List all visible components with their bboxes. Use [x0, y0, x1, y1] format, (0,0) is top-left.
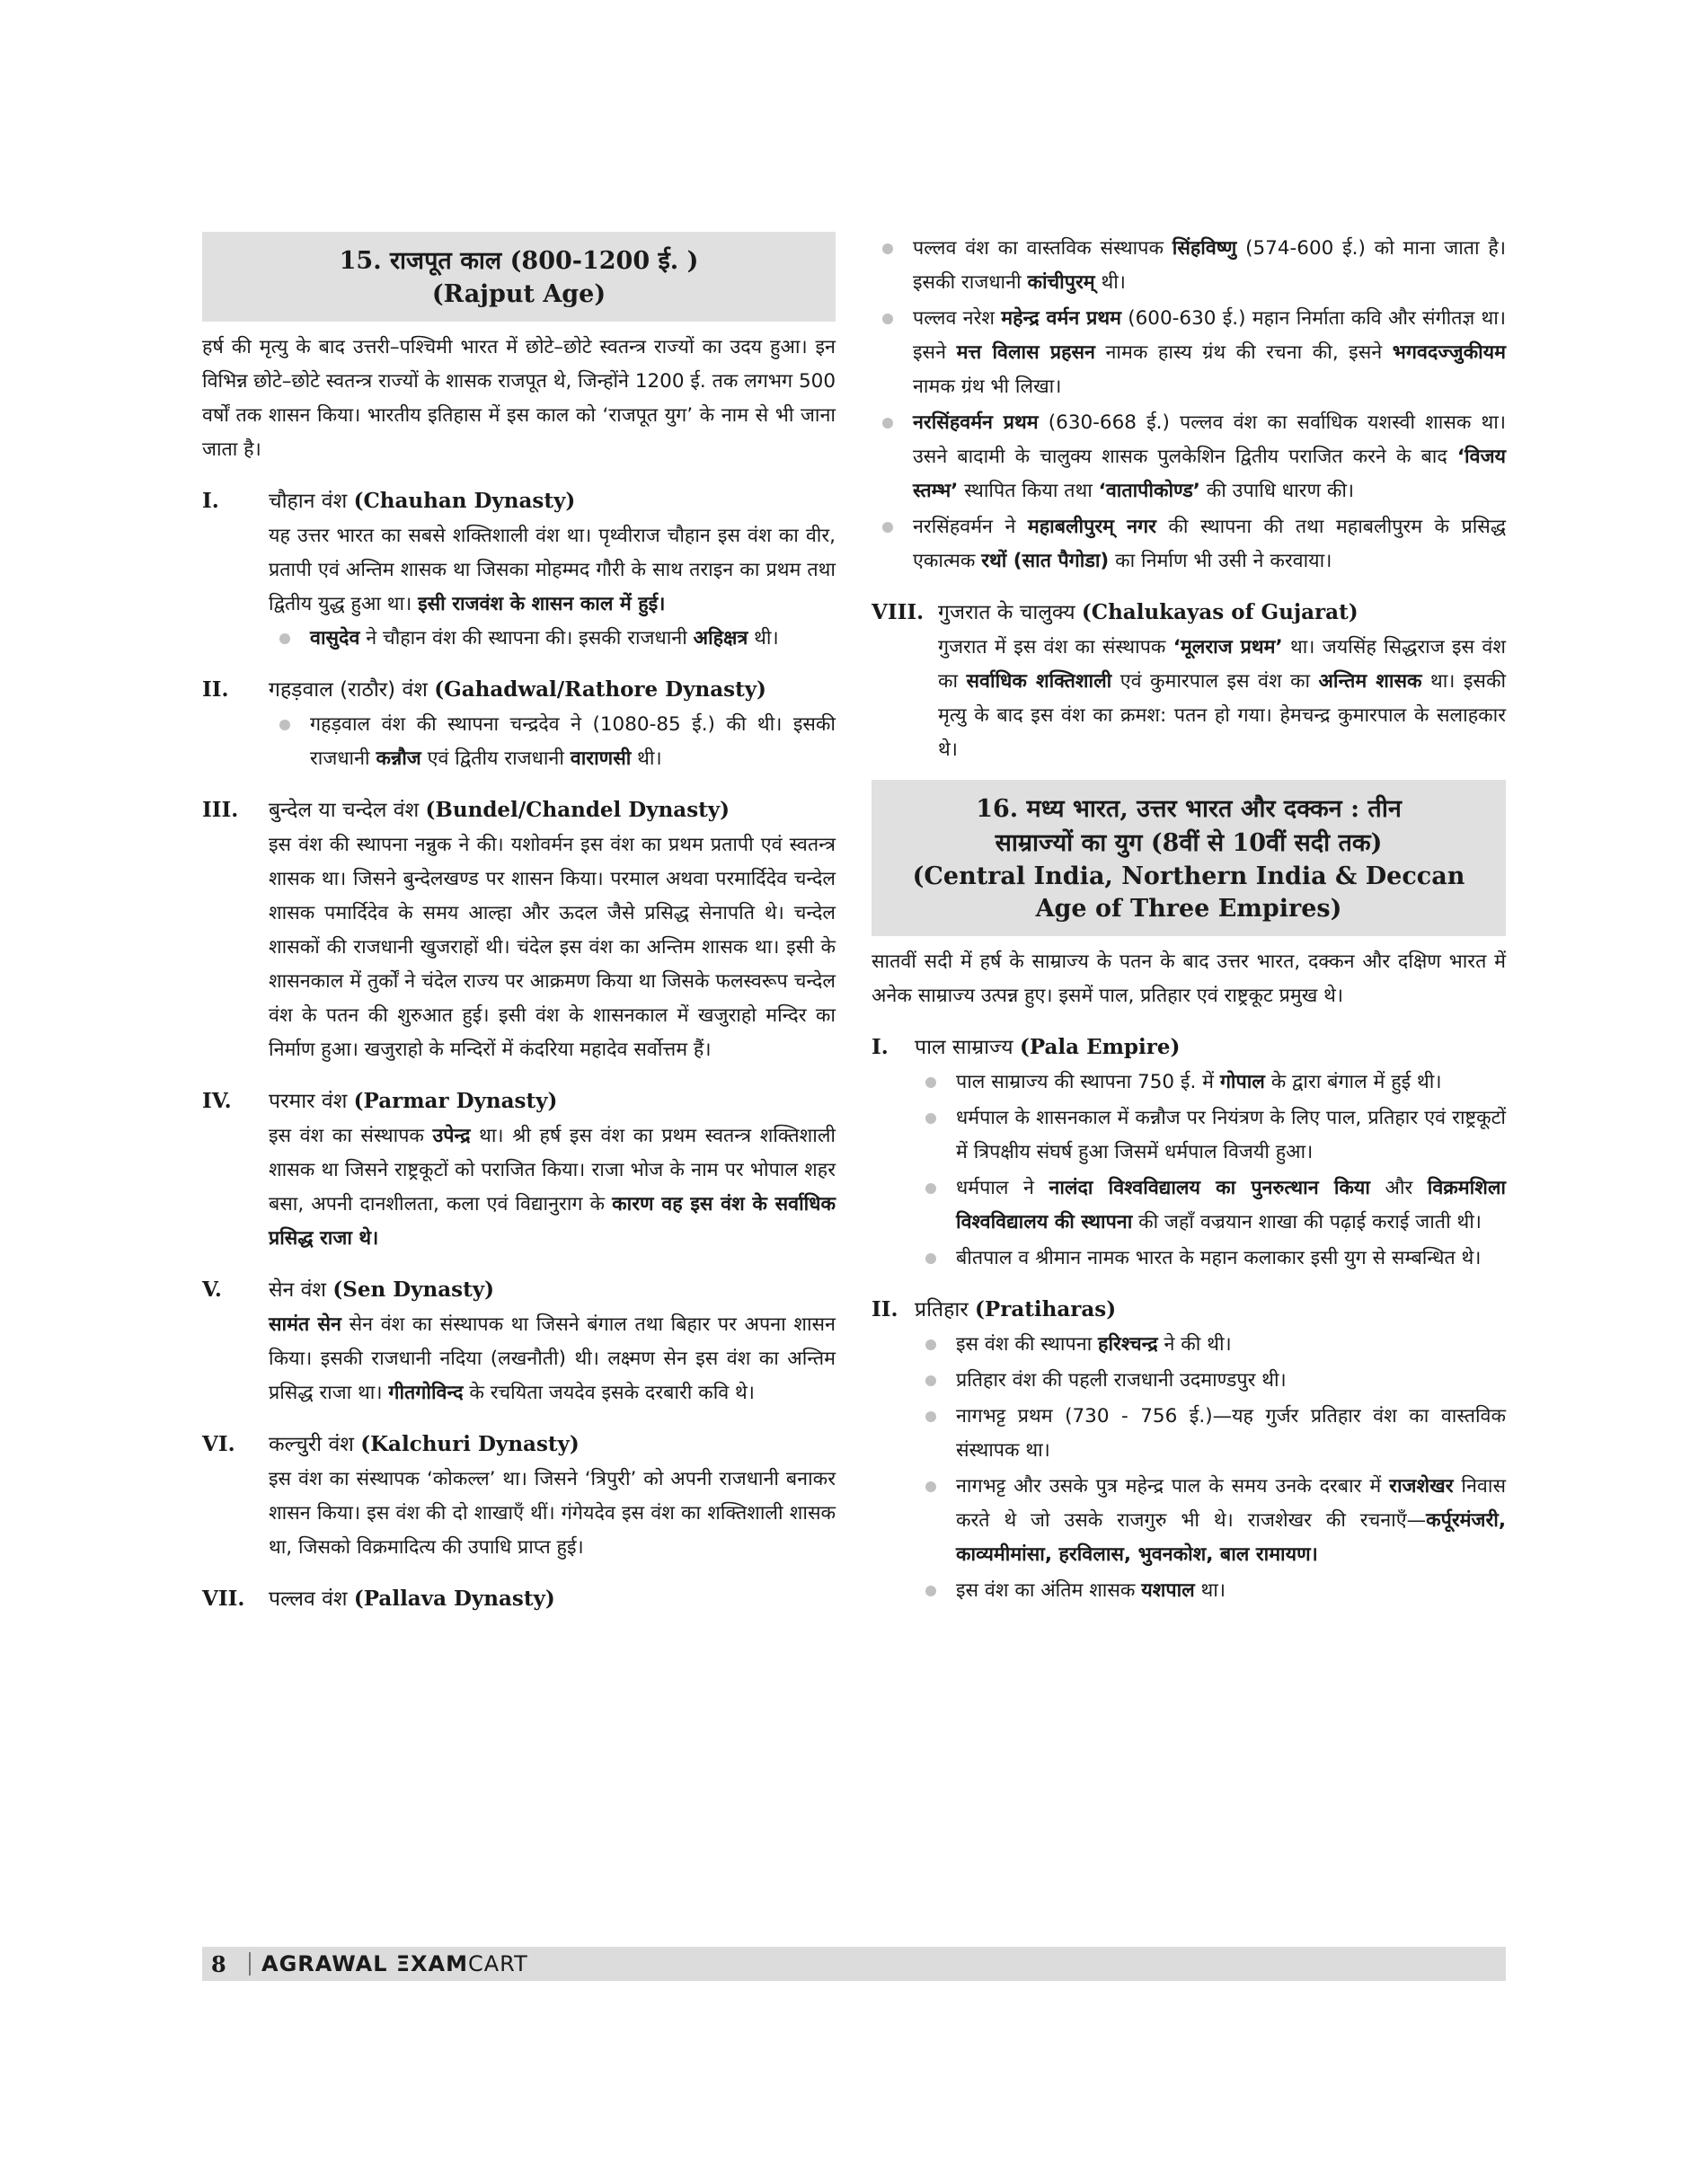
section-kalchuri — [202, 1427, 836, 1565]
section-chandel — [202, 792, 836, 1067]
section-number: II. — [202, 677, 229, 702]
section-name: पाल साम्राज्य — [915, 1036, 1013, 1059]
section-name: गुजरात के चालुक्य — [938, 601, 1075, 624]
left-column — [202, 232, 836, 1617]
section-pallava — [202, 1581, 836, 1617]
section-name: चौहान वंश — [269, 490, 348, 513]
section-name-en: (Bundel/Chandel Dynasty) — [425, 798, 730, 822]
section-name-en: (Chalukayas of Gujarat) — [1081, 600, 1358, 624]
section-number: VIII. — [872, 600, 925, 624]
list-item: गहड़वाल वंश की स्थापना चन्द्रदेव ने (1080-85 ई.) की थी। इसकी राजधानी कन्नौज एवं द्वितीय राजधानी वाराणसी थी। — [269, 708, 836, 776]
list-item: धर्मपाल ने नालंदा विश्वविद्यालय का पुनरुत्थान किया और विक्रमशिला विश्वविद्यालय की स्थापना की जहाँ वज्रयान शाखा की पढ़ाई कराई जाती थी। — [915, 1171, 1506, 1240]
list-item: नरसिंहवर्मन ने महाबलीपुरम् नगर की स्थापना की तथा महाबलीपुरम के प्रसिद्ध एकात्मक रथों (सात पैगोडा) का निर्माण भी उसी ने करवाया। — [872, 510, 1506, 579]
chapter-16-title-line2: साम्राज्यों का युग (8वीं से 10वीं सदी तक) — [995, 829, 1383, 857]
list-item: धर्मपाल के शासनकाल में कन्नौज पर नियंत्रण के लिए पाल, प्रतिहार एवं राष्ट्रकूटों में त्रिपक्षीय संघर्ष हुआ जिसमें धर्मपाल विजयी हुआ। — [915, 1101, 1506, 1170]
list-item: पाल साम्राज्य की स्थापना 750 ई. में गोपाल के द्वारा बंगाल में हुई थी। — [915, 1065, 1506, 1100]
section-number: VII. — [202, 1587, 245, 1611]
chapter-16-subtitle-line1: (Central India, Northern India & Deccan — [912, 862, 1465, 890]
three-empires-intro: सातवीं सदी में हर्ष के साम्राज्य के पतन के बाद उत्तर भारत, दक्कन और दक्षिण भारत में अनेक साम्राज्य उत्पन्न हुए। इसमें पाल, प्रतिहार एवं राष्ट्रकूट प्रमुख थे। — [872, 950, 1506, 1007]
section-name-en: (Pratiharas) — [975, 1297, 1117, 1322]
section-name-en: (Parmar Dynasty) — [353, 1089, 558, 1113]
pallava-bullets — [872, 232, 1506, 579]
chapter-15-title: 15. राजपूत काल (800-1200 ई. ) — [339, 247, 699, 275]
section-pala — [872, 1030, 1506, 1276]
section-text: यह उत्तर भारत का सबसे शक्तिशाली वंश था। पृथ्वीराज चौहान इस वंश का वीर, प्रतापी एवं अन्तिम शासक था जिसका मोहम्मद गौरी के साथ तराइन का प्रथम तथा द्वितीय युद्ध हुआ था। इसी राजवंश के शासन काल में हुई। — [269, 525, 836, 615]
list-item: प्रतिहार वंश की पहली राजधानी उदमाण्डपुर थी। — [915, 1364, 1506, 1398]
list-item: नरसिंहवर्मन प्रथम (630-668 ई.) पल्लव वंश का सर्वाधिक यशस्वी शासक था। उसने बादामी के चालुक्य शासक पुलकेशिन द्वितीय पराजित करने के बाद ‘विजय स्तम्भ’ स्थापित किया तथा ‘वातापीकोण्ड’ की उपाधि धारण की। — [872, 406, 1506, 508]
list-item: इस वंश का अंतिम शासक यशपाल था। — [915, 1574, 1506, 1608]
section-number: V. — [202, 1277, 222, 1302]
list-item: नागभट्ट प्रथम (730 - 756 ई.)—यह गुर्जर प्रतिहार वंश का वास्तविक संस्थापक था। — [915, 1400, 1506, 1468]
page-number: 8 — [211, 1950, 226, 1977]
section-number: I. — [872, 1035, 889, 1059]
section-pratihara — [872, 1292, 1506, 1608]
publisher-logo: AGRAWAL ΞXAMCART — [261, 1951, 528, 1976]
section-name: बुन्देल या चन्देल वंश — [269, 799, 420, 822]
section-name: कल्चुरी वंश — [269, 1433, 354, 1456]
section-text: सामंत सेन सेन वंश का संस्थापक था जिसने बंगाल तथा बिहार पर अपना शासन किया। इसकी राजधानी नदिया (लखनौती) थी। लक्ष्मण सेन इस वंश का अन्तिम प्रसिद्ध राजा था। गीतगोविन्द के रचयिता जयदेव इसके दरबारी कवि थे। — [269, 1313, 836, 1404]
list-item: इस वंश की स्थापना हरिश्चन्द्र ने की थी। — [915, 1328, 1506, 1362]
chapter-15-header — [202, 232, 836, 322]
rajput-intro: हर्ष की मृत्यु के बाद उत्तरी–पश्चिमी भारत में छोटे–छोटे स्वतन्त्र राज्यों का उदय हुआ। इन विभिन्न छोटे–छोटे स्वतन्त्र राज्यों के शासक राजपूत थे, जिन्होंने 1200 ई. तक लगभग 500 वर्षों तक शासन किया। भारतीय इतिहास में इस काल को ‘राजपूत युग’ के नाम से भी जाना जाता है। — [202, 336, 836, 461]
list-item: पल्लव नरेश महेन्द्र वर्मन प्रथम (600-630 ई.) महान निर्माता कवि और संगीतज्ञ था। इसने मत्त विलास प्रहसन नामक हास्य ग्रंथ की रचना की, इसने भगवदज्जुकीयम नामक ग्रंथ भी लिखा। — [872, 302, 1506, 404]
section-gujarat-chalukya — [872, 595, 1506, 767]
page-footer — [202, 1947, 1506, 1981]
list-item: बीतपाल व श्रीमान नामक भारत के महान कलाकार इसी युग से सम्बन्धित थे। — [915, 1242, 1506, 1276]
section-text: इस वंश की स्थापना नन्नुक ने की। यशोवर्मन इस वंश का प्रथम प्रतापी एवं स्वतन्त्र शासक था। जिसने बुन्देलखण्ड पर शासन किया। परमाल अथवा परमार्दिदेव चन्देल शासक पमार्दिदेव के समय आल्हा और ऊदल जैसे प्रसिद्ध सेनापति थे। चन्देल शासकों की राजधानी खुजराहों थी। चंदेल इस वंश का अन्तिम शासक था। इसी के शासनकाल में तुर्कों ने चंदेल राज्य पर आक्रमण किया था जिसके फलस्वरूप चन्देल वंश के पतन की शुरुआत हुई। इसी वंश के शासनकाल में खजुराहो मन्दिर का निर्माण हुआ। खजुराहो के मन्दिरों में कंदरिया महादेव सर्वोत्तम हैं। — [269, 834, 836, 1061]
section-name-en: (Pallava Dynasty) — [353, 1587, 555, 1611]
section-name: सेन वंश — [269, 1278, 327, 1302]
section-name: गहड़वाल (राठौर) वंश — [269, 678, 428, 702]
chapter-16-subtitle-line2: Age of Three Empires) — [1035, 895, 1342, 923]
section-parmar — [202, 1083, 836, 1256]
section-number: II. — [872, 1297, 898, 1322]
section-text: इस वंश का संस्थापक उपेन्द्र था। श्री हर्ष इस वंश का प्रथम स्वतन्त्र शक्तिशाली शासक था जिसने राष्ट्रकूटों को पराजित किया। राजा भोज के नाम पर भोपाल शहर बसा, अपनी दानशीलता, कला एवं विद्यानुराग के कारण वह इस वंश के सर्वाधिक प्रसिद्ध राजा थे। — [269, 1125, 836, 1250]
section-name-en: (Pala Empire) — [1019, 1035, 1181, 1059]
section-gahadwal — [202, 672, 836, 776]
list-item: पल्लव वंश का वास्तविक संस्थापक सिंहविष्णु (574-600 ई.) को माना जाता है। इसकी राजधानी कांचीपुरम् थी। — [872, 232, 1506, 300]
chapter-15-subtitle: (Rajput Age) — [431, 280, 606, 308]
section-text: गुजरात में इस वंश का संस्थापक ‘मूलराज प्रथम’ था। जयसिंह सिद्धराज इस वंश का सर्वाधिक शक्तिशाली एवं कुमारपाल इस वंश का अन्तिम शासक था। इसकी मृत्यु के बाद इस वंश का क्रमश: पतन हो गया। हेमचन्द्र कुमारपाल के सलाहकार थे। — [938, 636, 1507, 761]
right-column — [872, 232, 1506, 1610]
section-name: प्रतिहार — [915, 1298, 969, 1322]
section-text: इस वंश का संस्थापक ‘कोकल्ल’ था। जिसने ‘त्रिपुरी’ को अपनी राजधानी बनाकर शासन किया। इस वंश की दो शाखाएँ थीं। गंगेयदेव इस वंश का शक्तिशाली शासक था, जिसको विक्रमादित्य की उपाधि प्राप्त हुई। — [269, 1468, 836, 1559]
section-number: IV. — [202, 1089, 232, 1113]
chapter-16-title-line1: 16. मध्य भारत, उत्तर भारत और दक्कन : तीन — [976, 795, 1402, 823]
section-chauhan — [202, 483, 836, 656]
section-number: III. — [202, 798, 239, 822]
chapter-16-header — [872, 780, 1506, 936]
section-name-en: (Chauhan Dynasty) — [353, 489, 576, 513]
list-item: नागभट्ट और उसके पुत्र महेन्द्र पाल के समय उनके दरबार में राजशेखर निवास करते थे जो उसके राजगुरु भी थे। राजशेखर की रचनाएँ—कर्पूरमंजरी, काव्यमीमांसा, हरविलास, भुवनकोश, बाल रामायण। — [915, 1470, 1506, 1572]
list-item: वासुदेव ने चौहान वंश की स्थापना की। इसकी राजधानी अहिक्षत्र थी। — [269, 622, 836, 656]
section-number: VI. — [202, 1432, 235, 1456]
section-name: पल्लव वंश — [269, 1587, 348, 1611]
section-number: I. — [202, 489, 219, 513]
section-name: परमार वंश — [269, 1090, 348, 1113]
section-name-en: (Sen Dynasty) — [332, 1277, 494, 1302]
section-sen — [202, 1272, 836, 1410]
footer-divider — [249, 1952, 251, 1976]
section-name-en: (Kalchuri Dynasty) — [360, 1432, 580, 1456]
section-name-en: (Gahadwal/Rathore Dynasty) — [434, 677, 766, 702]
